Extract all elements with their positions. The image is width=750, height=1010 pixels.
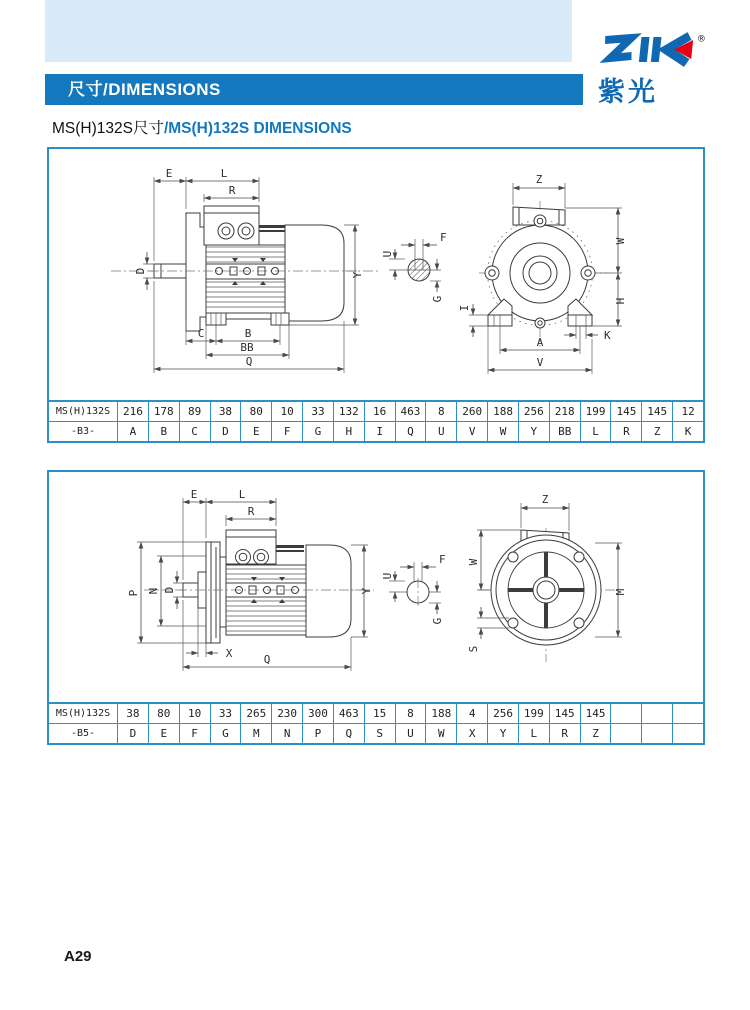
table-cell: 218 bbox=[549, 402, 580, 421]
dim-label-y: Y bbox=[351, 271, 364, 279]
zik-logo-icon bbox=[592, 32, 710, 72]
top-lightblue-panel bbox=[45, 0, 572, 62]
dim-label-l: L bbox=[220, 167, 228, 180]
table-cell: U bbox=[425, 422, 456, 441]
table-cell: 12 bbox=[672, 402, 703, 421]
dim-label-r: R bbox=[247, 505, 255, 518]
table-cell: R bbox=[549, 724, 580, 743]
table-cell: 188 bbox=[487, 402, 518, 421]
page-title bbox=[52, 116, 352, 138]
table-cell: W bbox=[487, 422, 518, 441]
page-number: A29 bbox=[64, 948, 92, 965]
b3-dimension-box bbox=[47, 147, 705, 443]
dim-label-b: B bbox=[244, 327, 252, 340]
table-cell: 4 bbox=[456, 704, 487, 723]
dim-label-q: Q bbox=[263, 653, 271, 666]
table-mount-cell: -B5- bbox=[70, 728, 96, 739]
table-cell: 80 bbox=[148, 704, 179, 723]
table-cell: 199 bbox=[518, 704, 549, 723]
table-cell: K bbox=[672, 422, 703, 441]
dim-label-r: R bbox=[228, 184, 236, 197]
table-row bbox=[49, 421, 703, 441]
table-row bbox=[49, 704, 703, 723]
table-mount-cell: -B3- bbox=[70, 426, 96, 437]
dim-label-y: Y bbox=[360, 587, 373, 595]
table-cell: G bbox=[210, 724, 241, 743]
dim-label-w: W bbox=[614, 237, 627, 245]
table-cell: 265 bbox=[240, 704, 271, 723]
table-cell: 216 bbox=[117, 402, 148, 421]
table-cell bbox=[610, 724, 641, 743]
table-cell: I bbox=[364, 422, 395, 441]
dim-label-a: A bbox=[536, 336, 544, 349]
dim-label-u: U bbox=[381, 572, 394, 580]
dim-label-l: L bbox=[238, 488, 246, 501]
dim-label-f: F bbox=[440, 231, 447, 244]
table-cell: X bbox=[456, 724, 487, 743]
table-cell: M bbox=[240, 724, 271, 743]
dim-label-h: H bbox=[614, 297, 627, 305]
table-cell: 145 bbox=[641, 402, 672, 421]
table-cell: 199 bbox=[580, 402, 611, 421]
table-values-row bbox=[117, 402, 703, 421]
dim-label-s: S bbox=[467, 645, 480, 653]
dim-label-c: C bbox=[197, 327, 205, 340]
table-cell: Y bbox=[487, 724, 518, 743]
table-cell: 10 bbox=[271, 402, 302, 421]
dim-label-i: I bbox=[458, 304, 471, 312]
table-cell: P bbox=[302, 724, 333, 743]
page-title-cn: MS(H)132S尺寸 bbox=[52, 120, 164, 137]
table-cell: A bbox=[117, 422, 148, 441]
table-cell: F bbox=[271, 422, 302, 441]
dim-label-e: E bbox=[190, 488, 198, 501]
table-row bbox=[49, 402, 703, 421]
table-cell: G bbox=[302, 422, 333, 441]
table-cell: 80 bbox=[240, 402, 271, 421]
dim-label-f: F bbox=[439, 553, 446, 566]
section-header-title: 尺寸/DIMENSIONS bbox=[68, 80, 221, 99]
dim-label-x: X bbox=[225, 647, 233, 660]
table-cell: 230 bbox=[271, 704, 302, 723]
table-cell: C bbox=[179, 422, 210, 441]
table-cell: 300 bbox=[302, 704, 333, 723]
dim-label-z: Z bbox=[541, 493, 549, 506]
dim-label-z: Z bbox=[535, 173, 543, 186]
dim-label-m: M bbox=[614, 588, 627, 596]
table-model-cell: MS(H)132S bbox=[55, 708, 111, 719]
b5-key-detail bbox=[381, 553, 446, 624]
table-cell: W bbox=[425, 724, 456, 743]
dim-label-q: Q bbox=[245, 355, 253, 368]
dim-label-d: D bbox=[163, 586, 176, 594]
zik-logo-mark bbox=[603, 36, 694, 63]
dim-label-bb: BB bbox=[240, 341, 254, 354]
table-cell: V bbox=[456, 422, 487, 441]
table-cell: R bbox=[610, 422, 641, 441]
table-cell: 10 bbox=[179, 704, 210, 723]
table-cell: 463 bbox=[333, 704, 364, 723]
table-cell: 33 bbox=[302, 402, 333, 421]
dim-label-w: W bbox=[467, 558, 480, 566]
table-cell: Q bbox=[395, 422, 426, 441]
dim-label-k: K bbox=[604, 329, 611, 342]
table-cell: Q bbox=[333, 724, 364, 743]
table-cell: 132 bbox=[333, 402, 364, 421]
table-cell: U bbox=[395, 724, 426, 743]
table-cell: Y bbox=[518, 422, 549, 441]
table-cell: N bbox=[271, 724, 302, 743]
b5-dimension-box bbox=[47, 470, 705, 745]
table-cell bbox=[641, 704, 672, 723]
dim-label-g: G bbox=[431, 295, 444, 303]
table-cell: 89 bbox=[179, 402, 210, 421]
b3-dimension-table bbox=[49, 400, 703, 441]
table-cell: H bbox=[333, 422, 364, 441]
b3-drawing bbox=[49, 149, 703, 400]
brand-logo bbox=[592, 32, 710, 112]
table-cell bbox=[641, 724, 672, 743]
table-cell: E bbox=[148, 724, 179, 743]
table-cell: 38 bbox=[210, 402, 241, 421]
section-header-bar bbox=[45, 74, 583, 105]
table-model-cell: MS(H)132S bbox=[55, 406, 111, 417]
table-cell: 38 bbox=[117, 704, 148, 723]
table-cell bbox=[672, 704, 703, 723]
b5-dimension-table bbox=[49, 702, 703, 743]
table-cell: D bbox=[117, 724, 148, 743]
table-cell: 145 bbox=[580, 704, 611, 723]
table-cell: 8 bbox=[395, 704, 426, 723]
table-cell: 145 bbox=[549, 704, 580, 723]
table-cell bbox=[672, 724, 703, 743]
table-cell: Z bbox=[580, 724, 611, 743]
table-letters-row bbox=[117, 422, 703, 441]
table-cell: S bbox=[364, 724, 395, 743]
dim-label-n: N bbox=[147, 587, 160, 595]
table-cell: D bbox=[210, 422, 241, 441]
table-cell: 256 bbox=[487, 704, 518, 723]
table-cell: L bbox=[518, 724, 549, 743]
table-letters-row bbox=[117, 724, 703, 743]
dim-label-g: G bbox=[431, 617, 444, 625]
table-cell: L bbox=[580, 422, 611, 441]
table-cell: BB bbox=[549, 422, 580, 441]
dim-label-e: E bbox=[165, 167, 173, 180]
brand-name-cn: 紫光 bbox=[598, 77, 658, 108]
table-cell: Z bbox=[641, 422, 672, 441]
dim-label-v: V bbox=[536, 356, 544, 369]
table-cell: 15 bbox=[364, 704, 395, 723]
table-cell: 16 bbox=[364, 402, 395, 421]
dim-label-u: U bbox=[381, 250, 394, 258]
dim-label-p: P bbox=[127, 589, 140, 597]
table-cell bbox=[610, 704, 641, 723]
table-cell: B bbox=[148, 422, 179, 441]
table-cell: 256 bbox=[518, 402, 549, 421]
b3-side-view bbox=[111, 206, 379, 331]
b5-drawing bbox=[49, 472, 703, 701]
table-cell: 33 bbox=[210, 704, 241, 723]
b3-front-view bbox=[479, 201, 607, 347]
table-cell: 8 bbox=[425, 402, 456, 421]
table-cell: F bbox=[179, 724, 210, 743]
b3-key-detail bbox=[381, 231, 447, 302]
table-row bbox=[49, 723, 703, 743]
table-values-row bbox=[117, 704, 703, 723]
table-cell: E bbox=[240, 422, 271, 441]
table-cell: 145 bbox=[610, 402, 641, 421]
b5-front-view bbox=[479, 528, 616, 662]
table-cell: 178 bbox=[148, 402, 179, 421]
dim-label-d: D bbox=[134, 267, 147, 275]
table-cell: 188 bbox=[425, 704, 456, 723]
registered-mark: ® bbox=[698, 32, 705, 45]
table-cell: 463 bbox=[395, 402, 426, 421]
page-title-en: /MS(H)132S DIMENSIONS bbox=[163, 120, 352, 137]
table-cell: 260 bbox=[456, 402, 487, 421]
